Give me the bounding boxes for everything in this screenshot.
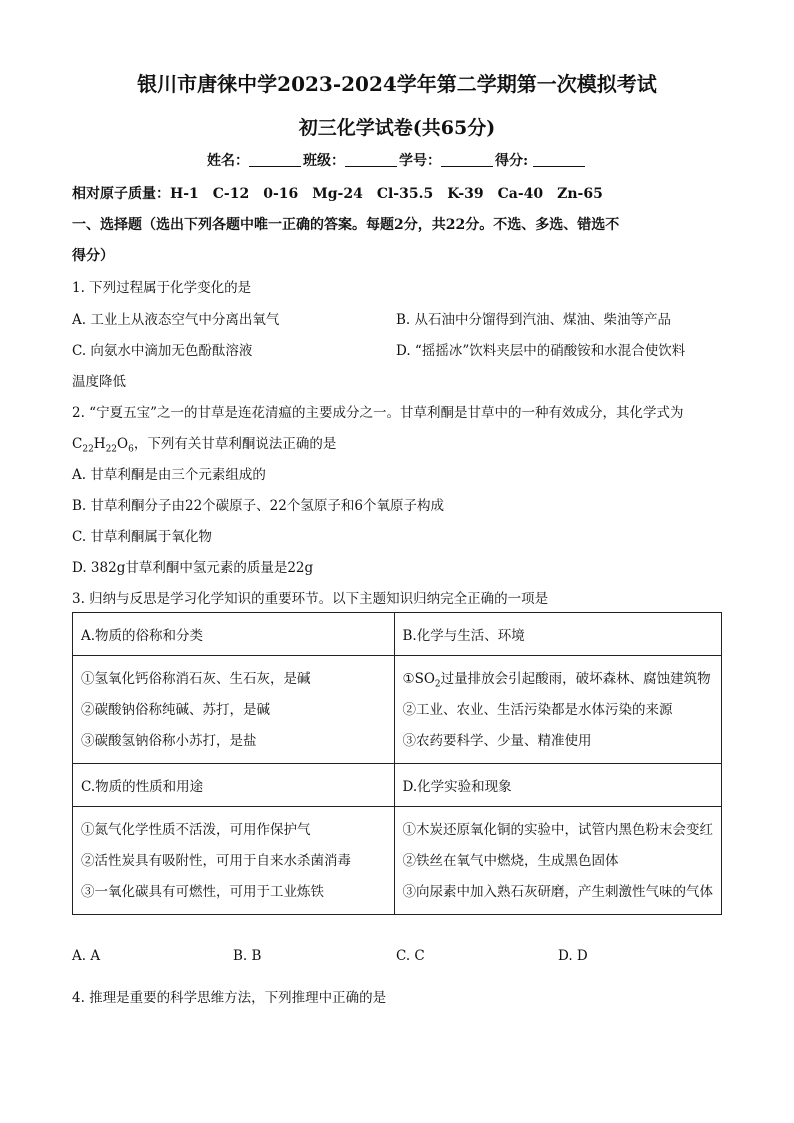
cell-b-head: B.化学与生活、环境 [394,613,722,656]
formula-o: O [117,436,129,452]
student-info-line [0,150,794,170]
student-id-label: 学号： [398,153,441,169]
score-blank[interactable] [533,153,585,167]
class-blank[interactable] [345,153,397,167]
q1-option-a: A. 工业上从液态空气中分离出氧气 [72,312,280,328]
question-2-stem: 2. “宁夏五宝”之一的甘草是连花清瘟的主要成分之一。甘草利酮是甘草中的一种有效成分，其化学式为 [72,405,684,421]
d-item-2: ②铁丝在氧气中燃烧，生成黑色固体 [402,853,619,869]
cell-b-body [394,656,722,764]
q1-option-b: B. 从石油中分馏得到汽油、煤油、柴油等产品 [396,312,672,328]
cell-d-head: D.化学实验和现象 [394,764,722,807]
b-item-1-sub: 2 [434,679,441,690]
atomic-mass-line: 相对原子质量：H-1 C-12 0-16 Mg-24 Cl-35.5 K-39 Ca-40 Zn-65 [72,186,603,202]
formula-c: C [72,436,83,452]
formula-h: H [93,436,106,452]
q2-option-a: A. 甘草利酮是由三个元素组成的 [72,467,266,483]
formula-o-sub: 6 [128,444,134,455]
q1-option-c: C. 向氨水中滴加无色酚酞溶液 [72,343,253,359]
cell-a-body [73,656,395,764]
b-item-1-post: 过量排放会引起酸雨，破坏森林、腐蚀建筑物 [440,671,711,687]
section-heading-cont: 得分） [72,248,114,264]
cell-a-head: A.物质的俗称和分类 [73,613,395,656]
q2-option-c: C. 甘草利酮属于氧化物 [72,529,212,545]
formula-c-sub: 22 [82,444,94,455]
q2-option-d: D. 382g甘草利酮中氢元素的质量是22g [72,560,314,576]
q3-option-c: C. C [396,948,425,964]
score-label: 得分: [494,153,534,169]
question-1-stem: 1. 下列过程属于化学变化的是 [72,280,252,296]
knowledge-table [72,612,722,915]
b-item-2: ②工业、农业、生活污染都是水体污染的来源 [402,702,673,718]
c-item-1: ①氮气化学性质不活泼，可用作保护气 [81,822,311,838]
question-4-stem: 4. 推理是重要的科学思维方法，下列推理中正确的是 [72,990,387,1006]
d-item-1: ①木炭还原氧化铜的实验中，试管内黑色粉末会变红 [402,822,713,838]
cell-c-head: C.物质的性质和用途 [73,764,395,807]
q3-option-b: B. B [233,948,262,964]
q3-option-a: A. A [72,948,101,964]
student-id-blank[interactable] [441,153,493,167]
b-item-3: ③农药要科学、少量、精准使用 [402,733,592,749]
b-item-1 [403,664,714,695]
a-item-1: ①氢氧化钙俗称消石灰、生石灰，是碱 [81,671,311,687]
exam-subtitle: 初三化学试卷(共65分) [298,117,496,139]
cell-c-body [73,807,395,915]
name-label: 姓名： [206,153,249,169]
d-item-3: ③向尿素中加入熟石灰研磨，产生刺激性气味的气体 [402,884,713,900]
c-item-3: ③一氧化碳具有可燃性，可用于工业炼铁 [81,884,324,900]
name-blank[interactable] [249,153,301,167]
b-item-1-pre: ①SO [402,671,435,687]
q1-option-d: D. “摇摇冰”饮料夹层中的硝酸铵和水混合使饮料 [396,343,686,359]
cell-d-body [394,807,722,915]
section-heading: 一、选择题（选出下列各题中唯一正确的答案。每题2分，共22分。不选、多选、错选不 [72,217,620,233]
q3-option-d: D. D [558,948,588,964]
q2-option-b: B. 甘草利酮分子由22个碳原子、22个氢原子和6个氧原子构成 [72,498,444,514]
formula-h-sub: 22 [105,444,118,455]
class-label: 班级： [302,153,345,169]
exam-title: 银川市唐徕中学2023-2024学年第二学期第一次模拟考试 [137,72,657,96]
c-item-2: ②活性炭具有吸附性，可用于自来水杀菌消毒 [81,853,351,869]
question-3-stem: 3. 归纳与反思是学习化学知识的重要环节。以下主题知识归纳完全正确的一项是 [72,591,549,607]
q2-stem-rest: ，下列有关甘草利酮说法正确的是 [133,436,337,452]
q1-option-d-cont: 温度降低 [72,374,126,390]
question-2-stem-cont [72,432,336,455]
a-item-3: ③碳酸氢钠俗称小苏打，是盐 [81,733,257,749]
a-item-2: ②碳酸钠俗称纯碱、苏打，是碱 [81,702,270,718]
